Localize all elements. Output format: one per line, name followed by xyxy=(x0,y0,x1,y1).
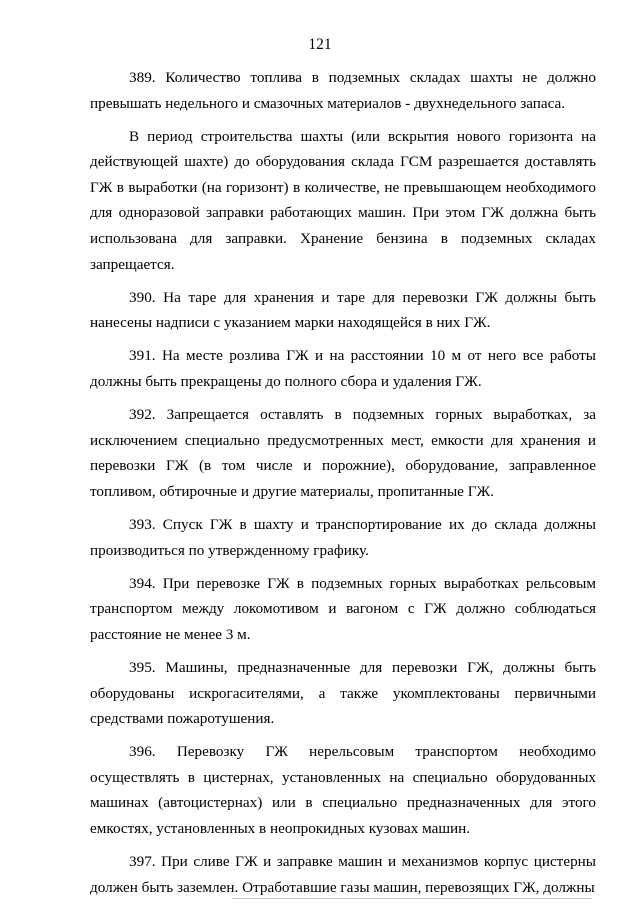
paragraph-390: 390. На таре для хранения и таре для перевозки ГЖ должны быть нанесены надписи с указанием марки находящейся в них ГЖ. xyxy=(90,288,596,332)
paragraph-394: 394. При перевозке ГЖ в подземных горных выработках рельсовым транспортом между локомотивом и вагоном с ГЖ должно соблюдаться расстояние не менее 3 м. xyxy=(90,574,596,643)
scan-edge-line xyxy=(232,898,592,899)
page-number: 121 xyxy=(308,36,332,53)
paragraph-393: 393. Спуск ГЖ в шахту и транспортирование их до склада должны производиться по утвержденному графику. xyxy=(90,516,596,559)
paragraph-391: 391. На месте розлива ГЖ и на расстоянии 10 м от него все работы должны быть прекращены до полного сбора и удаления ГЖ. xyxy=(90,347,596,391)
paragraph-389: 389. Количество топлива в подземных складах шахты не должно превышать недельного и смазочных материалов - двухнедельного запаса. xyxy=(90,69,596,112)
paragraph-395: 395. Машины, предназначенные для перевозки ГЖ, должны быть оборудованы искрогасителями, а также укомплектованы первичными средствами пожаротушения. xyxy=(90,658,596,728)
document-body xyxy=(90,65,596,908)
paragraph-392: 392. Запрещается оставлять в подземных горных выработках, за исключением специально предусмотренных мест, емкости для хранения и перевозки ГЖ (в том числе и порожние), оборудование, заправленное топливом, обтирочные и другие материалы, пропитанные ГЖ. xyxy=(90,406,596,500)
paragraph-389-continuation: В период строительства шахты (или вскрытия нового горизонта на действующей шахте) до оборудования склада ГСМ разрешается доставлять ГЖ в выработки (на горизонт) в количестве, не превышающем необходимого для одноразовой заправки работающих машин. При этом ГЖ должна быть использована для заправки. Хранение бензина в подземных складах запрещается. xyxy=(90,127,596,273)
paragraph-396: 396. Перевозку ГЖ нерельсовым транспортом необходимо осуществлять в цистернах, установленных на специально оборудованных машинах (автоцистернах) или в специально предназначенных для этого емкостях, установленных в неопрокидных кузовах машин. xyxy=(90,743,596,838)
paragraph-397: 397. При сливе ГЖ и заправке машин и механизмов корпус цистерны должен быть заземлен. Отработавшие газы машин, перевозящих ГЖ, должны xyxy=(90,853,596,896)
